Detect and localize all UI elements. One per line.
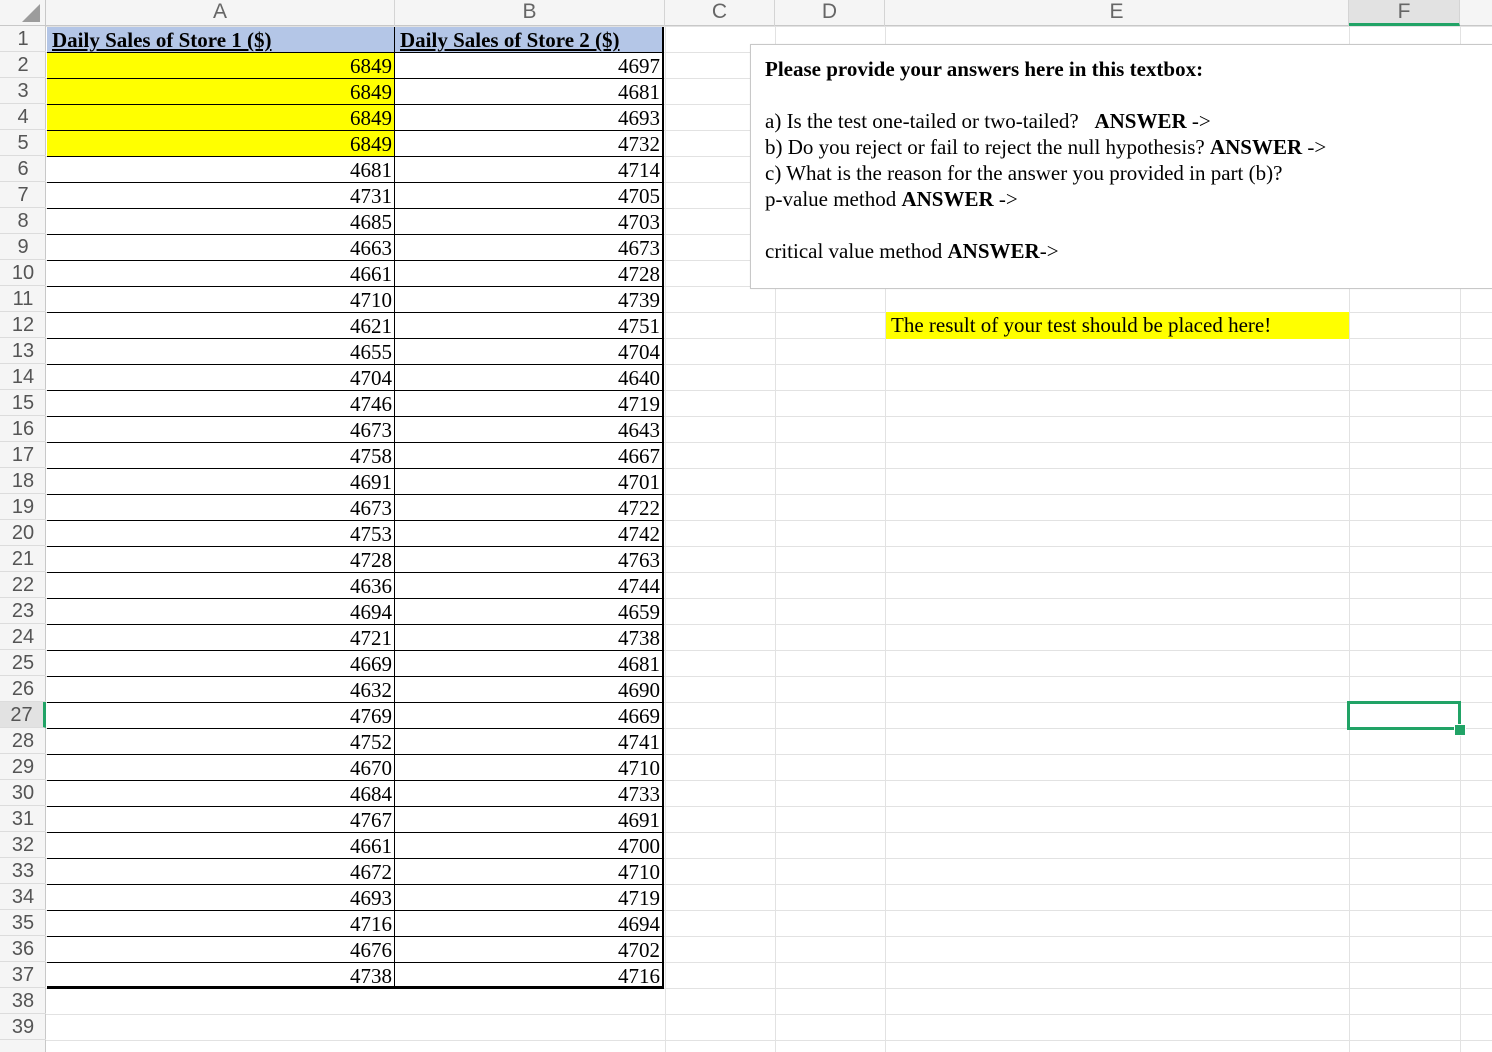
store1-cell[interactable]: 6849 — [47, 53, 395, 79]
store1-cell[interactable]: 4636 — [47, 573, 395, 599]
row-header-bar — [0, 26, 46, 1052]
store1-cell[interactable]: 4661 — [47, 833, 395, 859]
row-header-12[interactable]: 12 — [0, 312, 46, 338]
fill-handle[interactable] — [1454, 724, 1466, 736]
store1-cell[interactable]: 6849 — [47, 131, 395, 157]
selected-cell-f27[interactable] — [1347, 701, 1461, 730]
row-header-19[interactable]: 19 — [0, 494, 46, 520]
row-header-16[interactable]: 16 — [0, 416, 46, 442]
row-header-32[interactable]: 32 — [0, 832, 46, 858]
grid-column-line — [665, 26, 666, 1052]
question-c: c) What is the reason for the answer you provided in part (b)? — [765, 161, 1283, 185]
store2-cell[interactable]: 4739 — [395, 287, 664, 313]
store1-cell[interactable]: 4663 — [47, 235, 395, 261]
row-header-23[interactable]: 23 — [0, 598, 46, 624]
column-header-a[interactable]: A — [46, 0, 395, 26]
column-header-e[interactable]: E — [885, 0, 1349, 26]
store1-cell[interactable]: 6849 — [47, 79, 395, 105]
store1-cell[interactable]: 4728 — [47, 547, 395, 573]
store2-cell[interactable]: 4763 — [395, 547, 664, 573]
row-header-26[interactable]: 26 — [0, 676, 46, 702]
store1-cell[interactable]: 4672 — [47, 859, 395, 885]
store2-cell[interactable]: 4640 — [395, 365, 664, 391]
critical-value-method: critical value method ANSWER-> — [765, 239, 1059, 263]
row-header-10[interactable]: 10 — [0, 260, 46, 286]
store2-cell[interactable]: 4693 — [395, 105, 664, 131]
store2-cell[interactable]: 4742 — [395, 521, 664, 547]
result-cell[interactable]: The result of your test should be placed here! — [886, 312, 1349, 339]
row-header-14[interactable]: 14 — [0, 364, 46, 390]
row-header-22[interactable]: 22 — [0, 572, 46, 598]
store1-cell[interactable]: 4669 — [47, 651, 395, 677]
row-header-28[interactable]: 28 — [0, 728, 46, 754]
grid-row-line — [46, 1040, 1492, 1041]
store2-cell[interactable]: 4643 — [395, 417, 664, 443]
store2-cell[interactable]: 4697 — [395, 53, 664, 79]
store2-cell[interactable]: 4741 — [395, 729, 664, 755]
row-header-11[interactable]: 11 — [0, 286, 46, 312]
row-header-33[interactable]: 33 — [0, 858, 46, 884]
column-header-f[interactable]: F — [1349, 0, 1460, 26]
store1-cell[interactable]: 4769 — [47, 703, 395, 729]
store2-cell[interactable]: 4705 — [395, 183, 664, 209]
store1-cell[interactable]: 4655 — [47, 339, 395, 365]
store2-cell[interactable]: 4751 — [395, 313, 664, 339]
row-header-9[interactable]: 9 — [0, 234, 46, 260]
row-header-29[interactable]: 29 — [0, 754, 46, 780]
store1-cell[interactable]: 4721 — [47, 625, 395, 651]
store2-cell[interactable]: 4722 — [395, 495, 664, 521]
store2-cell[interactable]: 4732 — [395, 131, 664, 157]
store1-cell[interactable]: 4752 — [47, 729, 395, 755]
row-header-7[interactable]: 7 — [0, 182, 46, 208]
row-header-1[interactable]: 1 — [0, 26, 46, 52]
store2-cell[interactable]: 4700 — [395, 833, 664, 859]
store2-cell[interactable]: 4691 — [395, 807, 664, 833]
row-header-3[interactable]: 3 — [0, 78, 46, 104]
row-header-39[interactable]: 39 — [0, 1014, 46, 1040]
store1-cell[interactable]: 4684 — [47, 781, 395, 807]
row-header-35[interactable]: 35 — [0, 910, 46, 936]
store2-cell[interactable]: 4710 — [395, 859, 664, 885]
store1-cell[interactable]: 4670 — [47, 755, 395, 781]
row-header-27[interactable]: 27 — [0, 702, 46, 728]
store2-cell[interactable]: 4728 — [395, 261, 664, 287]
row-header-38[interactable]: 38 — [0, 988, 46, 1014]
store1-cell[interactable]: 4673 — [47, 495, 395, 521]
row-header-6[interactable]: 6 — [0, 156, 46, 182]
store1-cell[interactable]: 4767 — [47, 807, 395, 833]
store2-cell[interactable]: 4738 — [395, 625, 664, 651]
column-header-b[interactable]: B — [395, 0, 665, 26]
store1-cell[interactable]: 4632 — [47, 677, 395, 703]
store2-cell[interactable]: 4673 — [395, 235, 664, 261]
column-header-c[interactable]: C — [665, 0, 775, 26]
store2-cell[interactable]: 4659 — [395, 599, 664, 625]
store1-cell[interactable]: 4704 — [47, 365, 395, 391]
store1-cell[interactable]: 4738 — [47, 963, 395, 989]
row-header-2[interactable]: 2 — [0, 52, 46, 78]
question-a: a) Is the test one-tailed or two-tailed? ANSWER -> — [765, 109, 1211, 133]
row-header-31[interactable]: 31 — [0, 806, 46, 832]
store2-cell[interactable]: 4710 — [395, 755, 664, 781]
store2-cell[interactable]: 4714 — [395, 157, 664, 183]
row-header-24[interactable]: 24 — [0, 624, 46, 650]
row-header-36[interactable]: 36 — [0, 936, 46, 962]
row-header-15[interactable]: 15 — [0, 390, 46, 416]
store1-cell[interactable]: 4676 — [47, 937, 395, 963]
store1-cell[interactable]: 6849 — [47, 105, 395, 131]
select-all-triangle-icon — [22, 4, 40, 22]
row-header-25[interactable]: 25 — [0, 650, 46, 676]
store2-cell[interactable]: 4701 — [395, 469, 664, 495]
store1-cell[interactable]: 4685 — [47, 209, 395, 235]
row-header-17[interactable]: 17 — [0, 442, 46, 468]
p-value-method: p-value method ANSWER -> — [765, 187, 1018, 211]
column-header-d[interactable]: D — [775, 0, 885, 26]
row-header-21[interactable]: 21 — [0, 546, 46, 572]
store2-cell[interactable]: 4719 — [395, 885, 664, 911]
store2-cell[interactable]: 4719 — [395, 391, 664, 417]
store2-cell[interactable]: 4681 — [395, 651, 664, 677]
header-store-1[interactable]: Daily Sales of Store 1 ($) — [47, 27, 395, 53]
column-header-bar — [0, 0, 1492, 26]
store1-cell[interactable]: 4753 — [47, 521, 395, 547]
store1-cell[interactable]: 4673 — [47, 417, 395, 443]
row-header-8[interactable]: 8 — [0, 208, 46, 234]
row-header-20[interactable]: 20 — [0, 520, 46, 546]
store2-cell[interactable]: 4702 — [395, 937, 664, 963]
store2-cell[interactable]: 4703 — [395, 209, 664, 235]
store1-cell[interactable]: 4691 — [47, 469, 395, 495]
store2-cell[interactable]: 4667 — [395, 443, 664, 469]
store2-cell[interactable]: 4681 — [395, 79, 664, 105]
row-header-30[interactable]: 30 — [0, 780, 46, 806]
textbox-title: Please provide your answers here in this textbox: — [765, 57, 1204, 81]
answer-textbox[interactable] — [750, 44, 1492, 289]
store2-cell[interactable]: 4690 — [395, 677, 664, 703]
header-store-2[interactable]: Daily Sales of Store 2 ($) — [395, 27, 664, 53]
store1-cell[interactable]: 4716 — [47, 911, 395, 937]
store1-cell[interactable]: 4681 — [47, 157, 395, 183]
row-header-37[interactable]: 37 — [0, 962, 46, 988]
store1-cell[interactable]: 4661 — [47, 261, 395, 287]
store2-cell[interactable]: 4694 — [395, 911, 664, 937]
store1-cell[interactable]: 4694 — [47, 599, 395, 625]
store2-cell[interactable]: 4704 — [395, 339, 664, 365]
row-header-13[interactable]: 13 — [0, 338, 46, 364]
store2-cell[interactable]: 4733 — [395, 781, 664, 807]
store1-cell[interactable]: 4746 — [47, 391, 395, 417]
store2-cell[interactable]: 4744 — [395, 573, 664, 599]
row-header-4[interactable]: 4 — [0, 104, 46, 130]
store1-cell[interactable]: 4758 — [47, 443, 395, 469]
grid-row-line — [46, 1014, 1492, 1015]
store1-cell[interactable]: 4693 — [47, 885, 395, 911]
row-header-34[interactable]: 34 — [0, 884, 46, 910]
store2-cell[interactable]: 4669 — [395, 703, 664, 729]
row-header-5[interactable]: 5 — [0, 130, 46, 156]
question-b: b) Do you reject or fail to reject the null hypothesis? ANSWER -> — [765, 135, 1327, 159]
store2-cell[interactable]: 4716 — [395, 963, 664, 989]
textbox-blank-line — [765, 212, 1480, 238]
store1-cell[interactable]: 4710 — [47, 287, 395, 313]
row-header-18[interactable]: 18 — [0, 468, 46, 494]
store1-cell[interactable]: 4731 — [47, 183, 395, 209]
store1-cell[interactable]: 4621 — [47, 313, 395, 339]
